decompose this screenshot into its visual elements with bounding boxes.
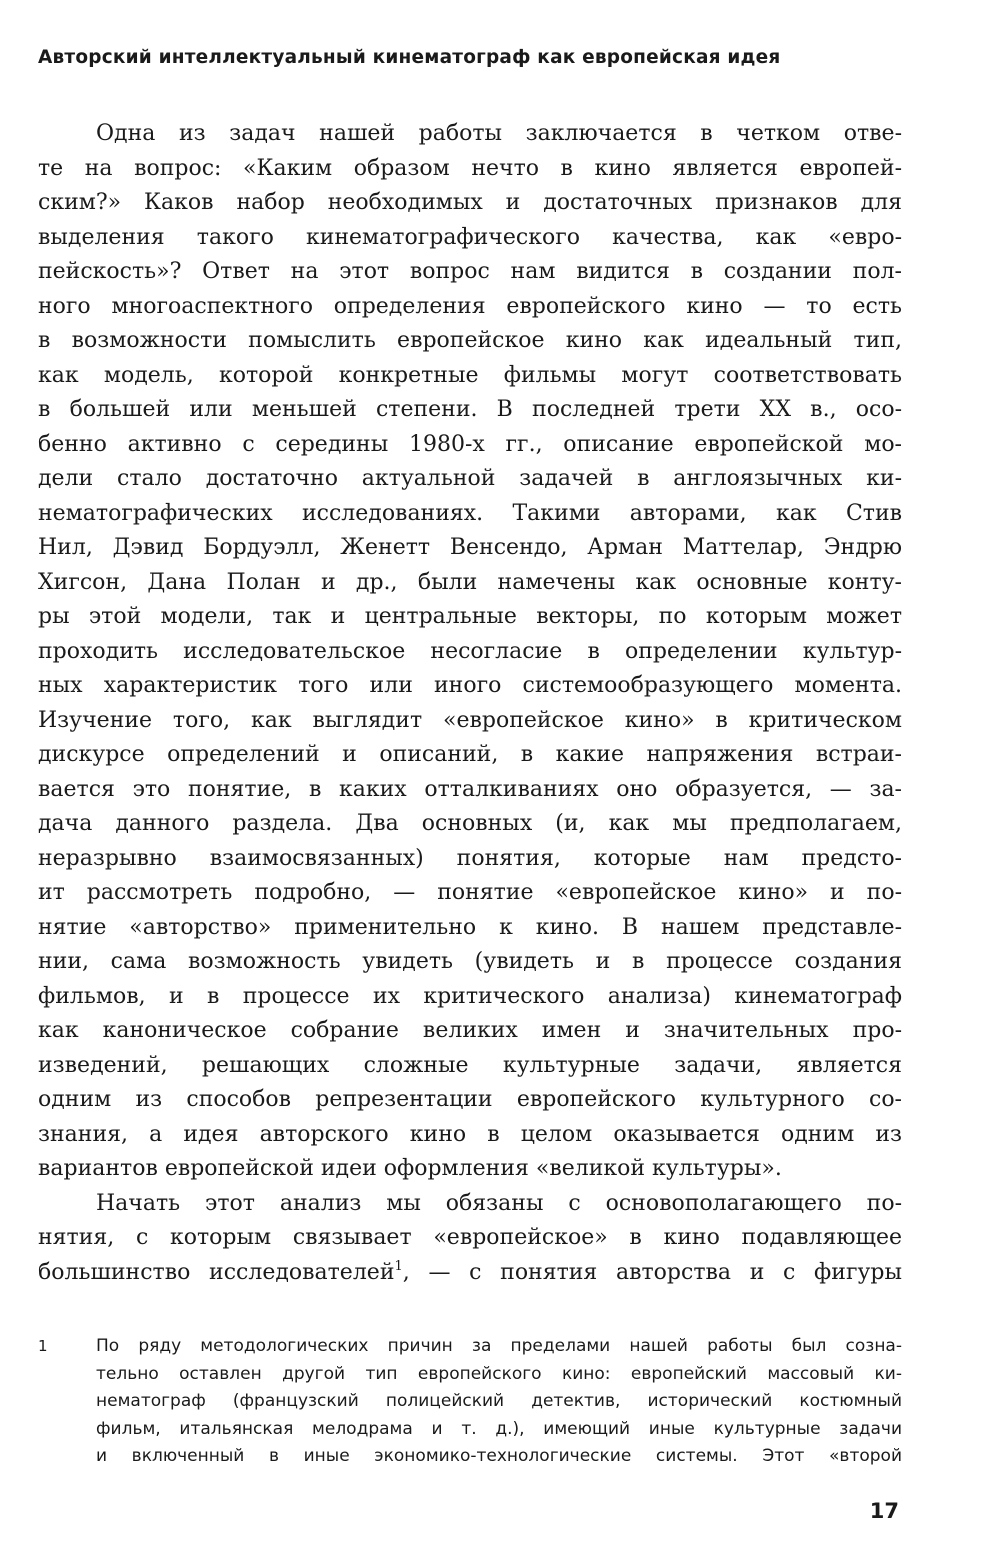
text-line: Нил, Дэвид Бордуэлл, Женетт Венсендо, Арман Маттелар, Эндрю (38, 535, 902, 560)
running-head: Авторский интеллектуальный кинематограф как европейская идея (38, 47, 781, 68)
text-line: пейскость»? Ответ на этот вопрос нам видится в создании пол- (38, 259, 902, 284)
footnote-line: и включенный в иные экономико-технологические системы. Этот «второй (96, 1446, 902, 1466)
text-line: фильмов, и в процессе их критического анализа) кинематограф (38, 983, 902, 1009)
text-line: те на вопрос: «Каким образом нечто в кино является европей- (38, 155, 902, 181)
text-line: Начать этот анализ мы обязаны с основополагающего по- (96, 1190, 902, 1216)
text-line: нятие «авторство» применительно к кино. В нашем представле- (38, 914, 902, 940)
text-line: выделения такого кинематографического качества, как «евро- (38, 224, 902, 250)
text-line: Изучение того, как выглядит «европейское кино» в критическом (38, 707, 902, 733)
text-line: дача данного раздела. Два основных (и, как мы предполагаем, (38, 811, 902, 836)
text-line: бенно активно с середины 1980-х гг., описание европейской мо- (38, 431, 902, 457)
text-line: изведений, решающих сложные культурные задачи, является (38, 1052, 902, 1078)
text-line: ного многоаспектного определения европейского кино — то есть (38, 293, 902, 319)
text-line: ных характеристик того или иного системообразующего момента. (38, 673, 902, 698)
text-line: как каноническое собрание великих имен и значительных про- (38, 1018, 902, 1043)
text-line: ры этой модели, так и центральные векторы, по которым может (38, 604, 902, 629)
body-text (38, 117, 902, 1290)
text-line: Хигсон, Дана Полан и др., были намечены как основные конту- (38, 569, 902, 595)
text-line: ит рассмотреть подробно, — понятие «европейское кино» и по- (38, 880, 902, 905)
text-line: дели стало достаточно актуальной задачей в англоязычных ки- (38, 466, 902, 491)
text-line: нии, сама возможность увидеть (увидеть и в процессе создания (38, 949, 902, 974)
footnote-line: По ряду методологических причин за пределами нашей работы был созна- (96, 1336, 902, 1356)
footnote (38, 1333, 902, 1471)
footnote-line: фильм, итальянская мелодрама и т. д.), имеющий иные культурные задачи (96, 1418, 902, 1439)
text-line: в большей или меньшей степени. В последней трети XX в., осо- (38, 397, 902, 422)
text-line: неразрывно взаимосвязанных) понятия, которые нам предсто- (38, 845, 902, 871)
text-line: в возможности помыслить европейское кино как идеальный тип, (38, 328, 902, 353)
text-line: одним из способов репрезентации европейского культурного со- (38, 1087, 902, 1112)
text-line: нятия, с которым связывает «европейское» в кино подавляющее (38, 1225, 902, 1250)
text-line: как модель, которой конкретные фильмы могут соответствовать (38, 362, 902, 388)
text-line: Одна из задач нашей работы заключается в четком отве- (96, 121, 902, 146)
text-fragment: , — с понятия авторства и с фигуры (402, 1259, 903, 1285)
text-line: вается это понятие, в каких отталкиваниях оно образуется, — за- (38, 776, 902, 802)
text-line: проходить исследовательское несогласие в определении культур- (38, 638, 902, 664)
text-line: ским?» Каков набор необходимых и достаточных признаков для (38, 190, 902, 215)
text-line: вариантов европейской идеи оформления «великой культуры». (38, 1156, 782, 1181)
text-fragment: большинство исследователей (38, 1259, 395, 1285)
footnote-reference[interactable]: 1 (394, 1258, 403, 1274)
footnote-line: тельно оставлен другой тип европейского кино: европейский массовый ки- (96, 1363, 902, 1384)
footnote-line: нематограф (французский полицейский детектив, исторический костюмный (96, 1391, 902, 1411)
page-number: 17 (869, 1499, 899, 1523)
footnote-mark: 1 (38, 1337, 48, 1355)
text-line: дискурсе определений и описаний, в какие напряжения встраи- (38, 742, 902, 767)
text-line: знания, а идея авторского кино в целом оказывается одним из (38, 1121, 902, 1147)
text-line: нематографических исследованиях. Такими авторами, как Стив (38, 500, 902, 526)
text-line (38, 1256, 902, 1291)
footnote-text (96, 1333, 902, 1471)
